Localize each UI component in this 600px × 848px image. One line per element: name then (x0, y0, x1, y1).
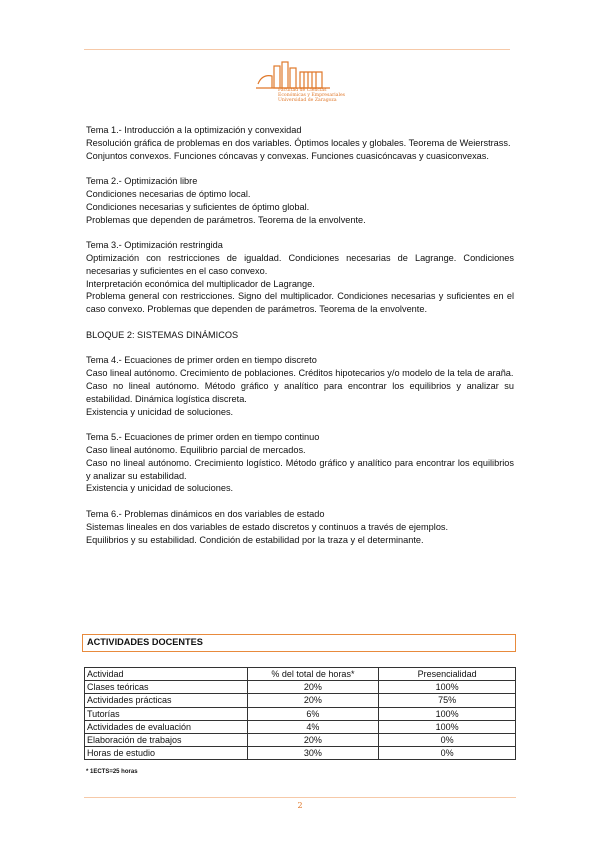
table-cell: 6% (247, 707, 379, 720)
tema-paragraph: Sistemas lineales en dos variables de estado discretos y continuos a través de ejemplos. (86, 521, 449, 532)
table-cell: Tutorías (85, 707, 248, 720)
tema-title: Tema 4.- Ecuaciones de primer orden en tiempo discreto (86, 355, 317, 366)
tema-paragraph: Existencia y unicidad de soluciones. (86, 406, 234, 417)
tema-paragraph: Caso no lineal autónomo. Crecimiento logístico. Método gráfico y analítico para encontrar los equilibrios y analizar su estabilidad. (86, 457, 514, 481)
tema-paragraph: Caso lineal autónomo. Equilibrio parcial de mercados. (86, 444, 306, 455)
table-cell: 100% (379, 681, 516, 694)
table-footnote: * 1ECTS=25 horas (86, 769, 138, 775)
tema-paragraph: Resolución gráfica de problemas en dos variables. Óptimos locales y globales. Teorema de Weierstrass. (86, 137, 511, 148)
table-cell: Horas de estudio (85, 747, 248, 760)
tema-paragraph: Caso no lineal autónomo. Método gráfico y analítico para encontrar los equilibrios y analizar su estabilidad. Dinámica logística discreta. (86, 380, 514, 404)
tema-title: Tema 1.- Introducción a la optimización y convexidad (86, 125, 302, 135)
logo-line: Económicas y Empresariales (278, 93, 346, 98)
table-cell: 100% (379, 720, 516, 733)
table-cell: Elaboración de trabajos (85, 733, 248, 746)
table-cell: 30% (247, 747, 379, 760)
table-cell: 0% (379, 733, 516, 746)
tema-paragraph: Condiciones necesarias y suficientes de óptimo global. (86, 201, 310, 212)
logo-line: Universidad de Zaragoza (278, 98, 337, 103)
logo-text (278, 88, 344, 103)
tema-title: Tema 3.- Optimización restringida (86, 240, 223, 251)
table-cell: 100% (379, 707, 516, 720)
logo-line: Facultad de Ciencias (278, 88, 327, 93)
tema-paragraph: Optimización con restricciones de igualdad. Condiciones necesarias de Lagrange. Condiciones necesarias y suficientes en el caso convexo. (86, 252, 514, 276)
table-row (85, 694, 516, 707)
tema-paragraph: Condiciones necesarias de óptimo local. (86, 188, 251, 199)
table-row (85, 720, 516, 733)
table-cell: 20% (247, 681, 379, 694)
tema-paragraph: Problema general con restricciones. Signo del multiplicador. Condiciones necesarias y suficientes en el caso convexo. Problemas que dependen de parámetros. Teorema de la envolvente. (86, 291, 514, 315)
table-header-cell: % del total de horas* (247, 668, 379, 681)
table-cell: 20% (247, 733, 379, 746)
table-header-cell: Presencialidad (379, 668, 516, 681)
table-row (85, 747, 516, 760)
table-cell: Actividades de evaluación (85, 720, 248, 733)
syllabus-content (86, 124, 514, 546)
section-title: ACTIVIDADES DOCENTES (87, 637, 203, 647)
tema-paragraph: Problemas que dependen de parámetros. Teorema de la envolvente. (86, 214, 366, 225)
tema-paragraph: Equilibrios y su estabilidad. Condición de estabilidad por la traza y el determinante. (86, 534, 424, 545)
table-cell: 20% (247, 694, 379, 707)
table-cell: Clases teóricas (85, 681, 248, 694)
table-cell: Actividades prácticas (85, 694, 248, 707)
tema-title: Tema 5.- Ecuaciones de primer orden en tiempo continuo (86, 432, 320, 443)
table-cell: 0% (379, 747, 516, 760)
table-cell: 75% (379, 694, 516, 707)
page-number: 2 (297, 801, 303, 810)
table-header-cell: Actividad (85, 668, 248, 681)
tema-paragraph: Caso lineal autónomo. Crecimiento de poblaciones. Créditos hipotecarios y/o modelo de la tela de araña. (86, 368, 514, 379)
table-cell: 4% (247, 720, 379, 733)
actividades-table (84, 667, 516, 760)
footer-divider (84, 797, 516, 798)
table-header-row (85, 668, 516, 681)
tema-title: Tema 2.- Optimización libre (86, 176, 198, 187)
table-row (85, 707, 516, 720)
tema-paragraph: Conjuntos convexos. Funciones cóncavas y convexas. Funciones cuasicóncavas y cuasiconvexas. (86, 150, 489, 161)
actividades-section-header (82, 634, 516, 652)
table-row (85, 681, 516, 694)
header-divider (84, 49, 510, 50)
tema-title: Tema 6.- Problemas dinámicos en dos variables de estado (86, 508, 325, 519)
table-row (85, 733, 516, 746)
tema-paragraph: Interpretación económica del multiplicador de Lagrange. (86, 278, 315, 289)
tema-paragraph: Existencia y unicidad de soluciones. (86, 483, 234, 494)
bloque-title: BLOQUE 2: SISTEMAS DINÁMICOS (86, 329, 239, 340)
